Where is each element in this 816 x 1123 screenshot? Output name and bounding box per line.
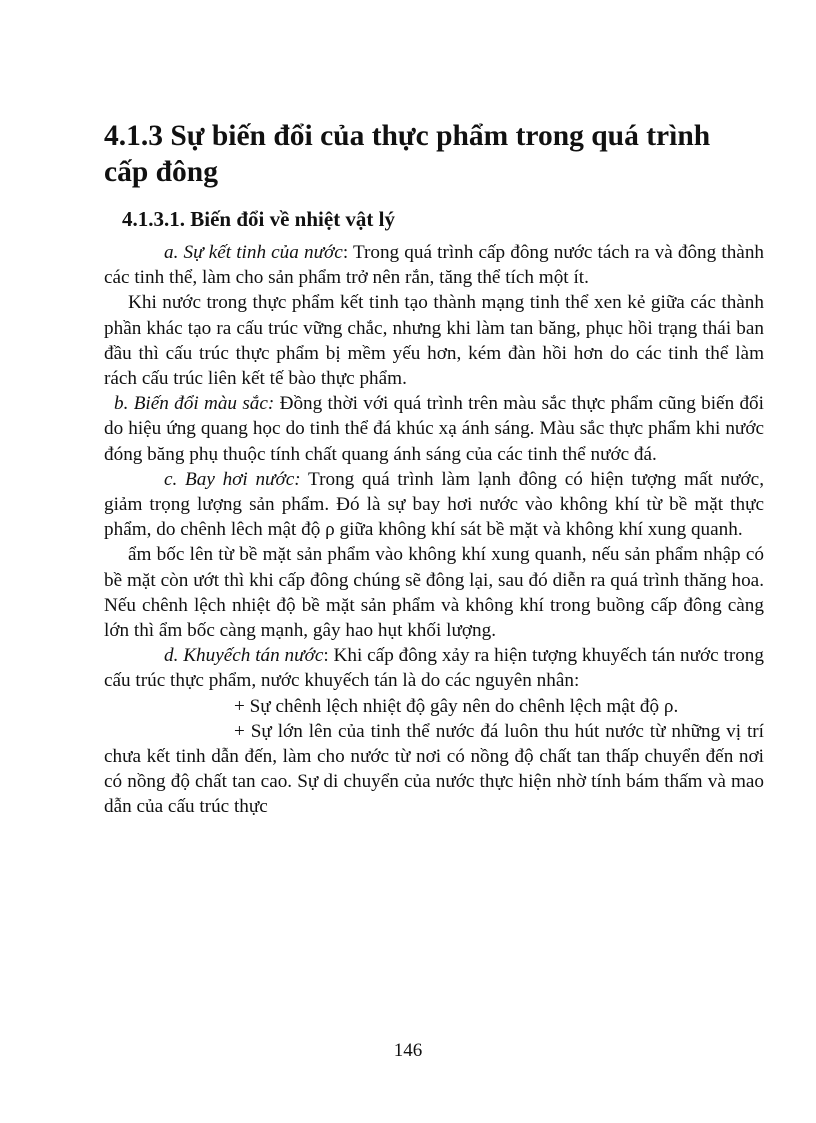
subsection-title: 4.1.3.1. Biến đổi về nhiệt vật lý (122, 207, 396, 231)
paragraph-evaporation (104, 467, 764, 543)
section-title: 4.1.3 Sự biến đổi của thực phẩm trong quá trình cấp đông (104, 120, 711, 188)
paragraph-color-change (104, 391, 764, 467)
paragraph-lead: b. Biến đổi màu sắc: (114, 393, 275, 415)
page-number: 146 (393, 1040, 423, 1061)
paragraph-water-crystallization (104, 240, 764, 290)
paragraph-text: Trong quá trình làm lạnh đông có hiện tượng mất nước, giảm trọng lượng sản phẩm. Đó là sự bay hơi nước vào không khí từ bề mặt thực phẩm, do chênh lêch mật độ ρ giữa không khí sát bề mặt và không khí xung quanh. (104, 468, 764, 541)
paragraph-water-diffusion (104, 643, 764, 693)
paragraph-text: + Sự lớn lên của tinh thể nước đá luôn thu hút nước từ những vị trí chưa kết tinh dẫn đến, làm cho nước từ nơi có nồng độ chất tan thấp chuyển đến nơi có nồng độ chất tan cao. Sự di chuyển của nước thực hiện nhờ tính bám thấm và mao dẫn của cấu trúc thực (104, 720, 764, 818)
paragraph-crystal-structure (104, 290, 764, 391)
paragraph-text: Đồng thời với quá trình trên màu sắc thực phẩm cũng biến đổi do hiệu ứng quang học do tinh thể đá khúc xạ ánh sáng. Màu sắc thực phẩm khi nước đóng băng phụ thuộc tính chất quang ánh sáng của các tinh thể nước đá. (104, 393, 764, 465)
paragraph-text: : Trong quá trình cấp đông nước tách ra và đông thành các tinh thể, làm cho sản phẩm trở nên rắn, tăng thể tích một ít. (104, 242, 765, 289)
paragraph-lead: a. Sự kết tinh của nước (164, 242, 343, 263)
paragraph-cause-1 (104, 694, 764, 719)
paragraph-moisture (104, 542, 764, 643)
paragraph-text: : Khi cấp đông xảy ra hiện tượng khuyếch tán nước trong cấu trúc thực phẩm, nước khuyếch tán là do các nguyên nhân: (104, 645, 764, 692)
paragraph-cause-2 (104, 719, 764, 820)
paragraph-text: ẩm bốc lên từ bề mặt sản phẩm vào không khí xung quanh, nếu sản phẩm nhập có bề mặt còn ướt thì khi cấp đông chúng sẽ đông lại, sau đó diễn ra quá trình thăng hoa. Nếu chênh lệch nhiệt độ bề mặt sản phẩm và không khí trong buồng cấp đông càng lớn thì ẩm bốc càng mạnh, gây hao hụt khối lượng. (104, 544, 764, 642)
paragraph-text: Khi nước trong thực phẩm kết tinh tạo thành mạng tinh thể xen kẻ giữa các thành phần khác tạo ra cấu trúc vững chắc, nhưng khi làm tan băng, phục hồi trạng thái ban đầu thì cấu trúc thực phẩm bị mềm yếu hơn, kém đàn hồi hơn do các tinh thể làm rách cấu trúc liên kết tế bào thực phẩm. (104, 292, 764, 390)
paragraph-text: + Sự chênh lệch nhiệt độ gây nên do chênh lệch mật độ ρ. (234, 695, 679, 717)
paragraph-lead: c. Bay hơi nước: (164, 468, 301, 490)
paragraph-lead: d. Khuyếch tán nước (164, 645, 324, 667)
body-text (104, 240, 764, 820)
